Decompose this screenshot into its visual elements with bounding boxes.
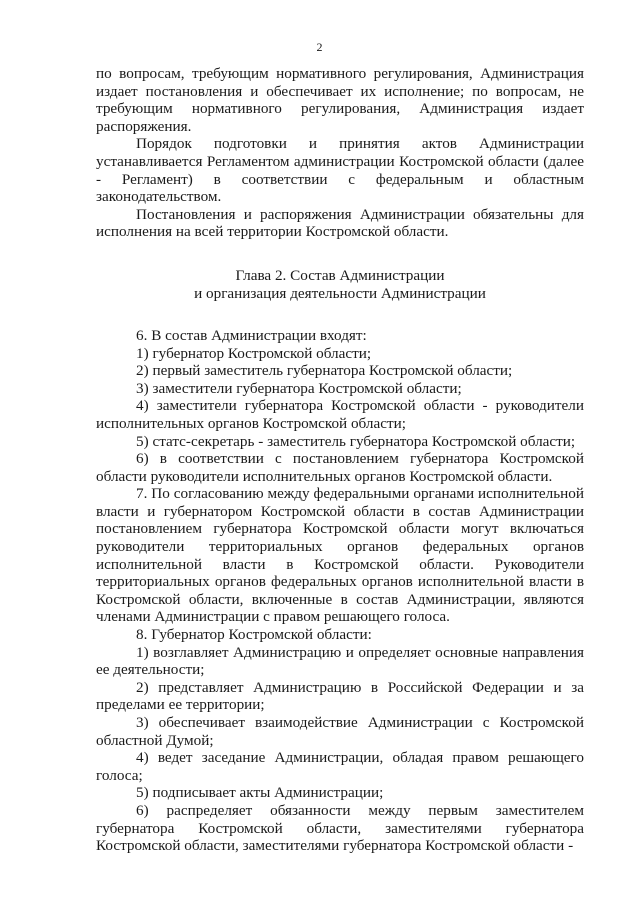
chapter-title-line1: Глава 2. Состав Администрации <box>235 266 445 284</box>
section-7: 7. По согласованию между федеральными органами исполнительной власти и губернатором Костромской области в состав Администрации постановлением губернатора Костромской области могут включаться руководители территориальных органов федеральных органов исполнительной власти в Костромской области. Руководители территориальных органов федеральных органов исполнительной власти в Костромской области, включенные в состав Администрации, являются членами Администрации с правом решающего голоса. <box>96 485 584 626</box>
list-item: 4) ведет заседание Администрации, обладая правом решающего голоса; <box>96 749 584 784</box>
paragraph: по вопросам, требующим нормативного регулирования, Администрация издает постановления и обеспечивает их исполнение; по вопросам, не требующим нормативного регулирования, Администрация издает распоряжения. <box>96 65 584 135</box>
chapter-title-line2: и организация деятельности Администрации <box>194 284 486 302</box>
list-item: 1) возглавляет Администрацию и определяет основные направления ее деятельности; <box>96 643 584 679</box>
list-item: 1) губернатор Костромской области; <box>136 344 372 362</box>
list-item: 6) распределяет обязанности между первым заместителем губернатора Костромской области, заместителями губернатора Костромской области, заместителями губернатора Костромской области - <box>96 801 584 855</box>
page-number: 2 <box>316 40 323 54</box>
section-8-intro: 8. Губернатор Костромской области: <box>136 626 372 644</box>
list-item: 3) заместители губернатора Костромской области; <box>136 379 462 397</box>
list-item: 5) подписывает акты Администрации; <box>136 784 384 802</box>
list-item: 2) первый заместитель губернатора Костромской области; <box>136 362 513 380</box>
list-item: 4) заместители губернатора Костромской области - руководители исполнительных органов Костромской области; <box>96 397 584 432</box>
chapter-heading <box>96 267 584 303</box>
paragraph: Порядок подготовки и принятия актов Администрации устанавливается Регламентом администрации Костромской области (далее - Регламент) в соответствии с федеральным и областным законодательством. <box>96 135 584 206</box>
list-item: 3) обеспечивает взаимодействие Администрации с Костромской областной Думой; <box>96 714 584 749</box>
document-body <box>96 65 584 855</box>
list-item: 2) представляет Администрацию в Российской Федерации и за пределами ее территории; <box>96 678 584 714</box>
list-item: 6) в соответствии с постановлением губернатора Костромской области руководители исполнительных органов Костромской области. <box>96 450 584 485</box>
list-item: 5) статс-секретарь - заместитель губернатора Костромской области; <box>136 432 576 450</box>
section-6-intro: 6. В состав Администрации входят: <box>136 326 367 344</box>
paragraph: Постановления и распоряжения Администрации обязательны для исполнения на всей территории Костромской области. <box>96 205 584 241</box>
